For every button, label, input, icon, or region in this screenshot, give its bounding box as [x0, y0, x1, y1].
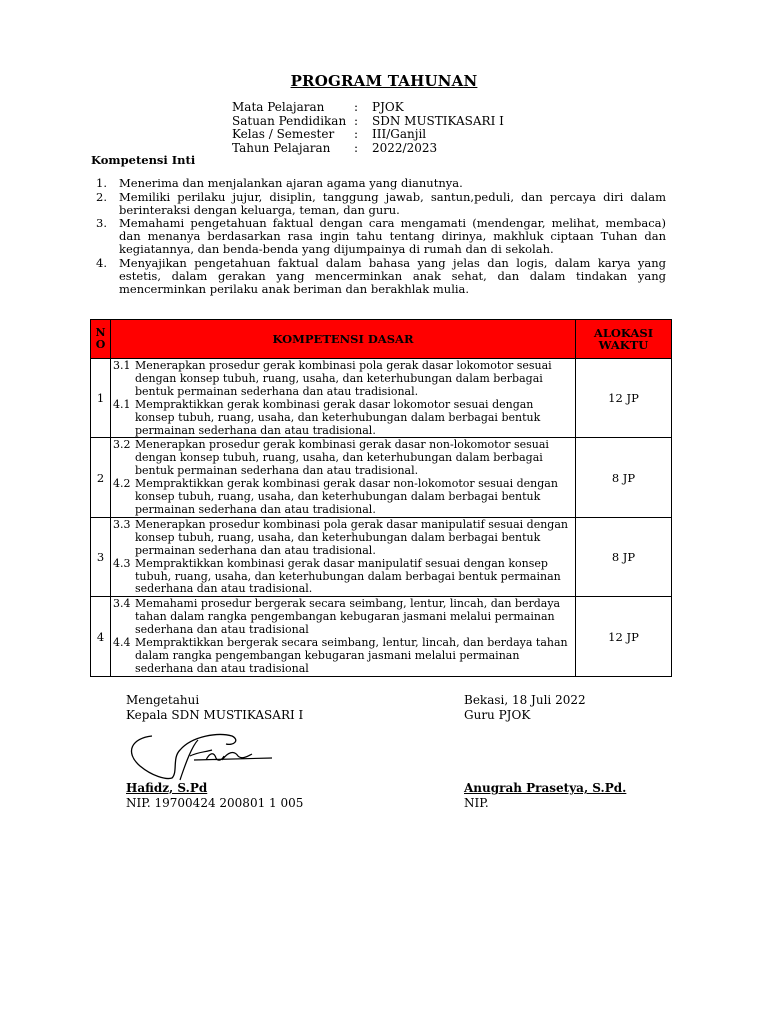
ki-text: Menyajikan pengetahuan faktual dalam bahasa yang jelas dan logis, dalam karya yang estetis, dalam gerakan yang mencerminkan anak sehat, dan dalam tindakan yang mencerminkan perilaku anak beriman dan berakhlak mulia. [119, 255, 666, 296]
meta-row [232, 142, 504, 156]
ki-list [91, 177, 666, 296]
sign-right-name-block [464, 781, 626, 811]
kd-code: 3.4 [113, 597, 131, 611]
sign-right-block [464, 693, 586, 723]
kd-code: 4.4 [113, 636, 131, 650]
kd-code: 4.3 [113, 556, 131, 570]
kd-text: Menerapkan prosedur gerak kombinasi pola gerak dasar lokomotor sesuai dengan konsep tubuh, ruang, usaha, dan keterhubungan dalam berbagai bentuk permainan sederhana dan atau tradisional. [135, 359, 552, 398]
kd-text: Mempraktikkan gerak kombinasi gerak dasar lokomotor sesuai dengan konsep tubuh, ruang, usaha, dan keterhubungan dalam berbagai bentuk permainan sederhana dan atau tradisional. [135, 397, 541, 437]
kd-item [113, 637, 573, 676]
ki-list-item [91, 177, 666, 190]
kd-code: 3.3 [113, 517, 131, 531]
kd-code: 3.1 [113, 359, 131, 372]
meta-colon: : [354, 113, 359, 128]
kd-text: Menerapkan prosedur gerak kombinasi gerak dasar non-lokomotor sesuai dengan konsep tubuh, ruang, usaha, dan keterhubungan dalam berbagai bentuk permainan sederhana dan atau tradisional. [135, 438, 549, 478]
ki-number: 3. [96, 216, 107, 230]
alokasi-waktu-cell: 12 JP [576, 597, 672, 676]
table-row [91, 517, 672, 596]
meta-row [232, 115, 504, 129]
meta-value: III/Ganjil [372, 127, 427, 141]
kd-cell [111, 597, 576, 676]
kd-code: 4.1 [113, 397, 131, 411]
kd-item [113, 360, 573, 399]
table-row [91, 597, 672, 676]
guru-name: Anugrah Prasetya, S.Pd. [464, 781, 627, 795]
kd-text: Menerapkan prosedur kombinasi pola gerak dasar manipulatif sesuai dengan konsep tubuh, ruang, usaha, dan keterhubungan dalam berbagai bentuk permainan sederhana dan atau tradisional. [135, 517, 568, 557]
alokasi-waktu-cell: 12 JP [576, 359, 672, 438]
meta-value: PJOK [372, 100, 404, 114]
kd-item [113, 598, 573, 637]
table-row [91, 359, 672, 438]
kompetensi-table [90, 319, 672, 677]
meta-label: Satuan Pendidikan [232, 113, 347, 128]
sign-right-line1: Bekasi, 18 Juli 2022 [464, 693, 586, 707]
kd-item [113, 399, 573, 438]
meta-label: Kelas / Semester [232, 127, 335, 141]
header-no: N O [91, 320, 111, 359]
table-row [91, 438, 672, 517]
ki-heading: Kompetensi Inti [91, 153, 196, 167]
kepala-sekolah-name: Hafidz, S.Pd [126, 781, 208, 795]
meta-colon: : [354, 127, 359, 141]
meta-value: SDN MUSTIKASARI I [372, 113, 504, 128]
meta-block [232, 101, 504, 155]
kd-cell [111, 438, 576, 517]
kd-cell [111, 517, 576, 596]
ki-text: Memahami pengetahuan faktual dengan cara mengamati (mendengar, melihat, membaca) dan menanya berdasarkan rasa ingin tahu tentang dirinya, makhluk ciptaan Tuhan dan kegiatannya, dan benda-benda yang dijumpainya di rumah dan di sekolah. [119, 216, 666, 256]
kd-text: Memahami prosedur bergerak secara seimbang, lentur, lincah, dan berdaya tahan dalam rangka pengembangan kebugaran jasmani melalui permainan sederhana dan atau tradisional [135, 597, 561, 637]
kd-item [113, 439, 573, 478]
header-alokasi-waktu: ALOKASI WAKTU [576, 320, 672, 359]
kd-text: Mempraktikkan bergerak secara seimbang, lentur, lincah, dan berdaya tahan dalam rangka pengembangan kebugaran jasmani melalui permainan sederhana dan atau tradisional [135, 636, 568, 675]
document-title: PROGRAM TAHUNAN [290, 72, 478, 90]
alokasi-waktu-cell: 8 JP [576, 517, 672, 596]
meta-label: Tahun Pelajaran [232, 140, 331, 155]
ki-number: 1. [96, 176, 107, 190]
kepala-sekolah-nip: NIP. 19700424 200801 1 005 [126, 796, 304, 810]
meta-row [232, 101, 504, 115]
meta-colon: : [354, 100, 359, 114]
ki-number: 2. [96, 189, 107, 204]
kd-text: Mempraktikkan gerak kombinasi gerak dasar non-lokomotor sesuai dengan konsep tubuh, ruang, usaha, dan keterhubungan dalam berbagai bentuk permainan sederhana dan atau tradisional. [135, 477, 558, 516]
kd-code: 3.2 [113, 438, 131, 452]
kd-cell [111, 359, 576, 438]
row-number: 3 [91, 517, 111, 596]
meta-colon: : [354, 140, 359, 155]
ki-list-item [91, 257, 666, 296]
kd-code: 4.2 [113, 477, 131, 491]
kd-item [113, 478, 573, 517]
sign-right-line2: Guru PJOK [464, 708, 531, 722]
row-number: 2 [91, 438, 111, 517]
sign-left-line2: Kepala SDN MUSTIKASARI I [126, 708, 304, 722]
ki-list-item [91, 217, 666, 256]
ki-text: Memiliki perilaku jujur, disiplin, tanggung jawab, santun,peduli, dan percaya diri dalam berinteraksi dengan keluarga, teman, dan guru. [119, 189, 666, 217]
kd-item [113, 558, 573, 597]
ki-list-item [91, 191, 666, 217]
header-kompetensi-dasar: KOMPETENSI DASAR [111, 320, 576, 359]
meta-row [232, 128, 504, 142]
ki-number: 4. [96, 255, 107, 270]
meta-value: 2022/2023 [372, 140, 438, 155]
meta-label: Mata Pelajaran [232, 100, 325, 114]
guru-nip: NIP. [464, 796, 489, 810]
sign-left-line1: Mengetahui [126, 693, 200, 707]
handwritten-signature [122, 722, 272, 784]
row-number: 1 [91, 359, 111, 438]
ki-text: Menerima dan menjalankan ajaran agama yang dianutnya. [119, 176, 463, 190]
kd-item [113, 519, 573, 558]
alokasi-waktu-cell: 8 JP [576, 438, 672, 517]
sign-left-name-block [126, 781, 303, 811]
table-header-row [91, 320, 672, 359]
sign-left-block [126, 693, 303, 723]
row-number: 4 [91, 597, 111, 676]
kd-text: Mempraktikkan kombinasi gerak dasar manipulatif sesuai dengan konsep tubuh, ruang, usaha, dan keterhubungan dalam berbagai bentuk permainan sederhana dan atau tradisional. [135, 556, 561, 596]
